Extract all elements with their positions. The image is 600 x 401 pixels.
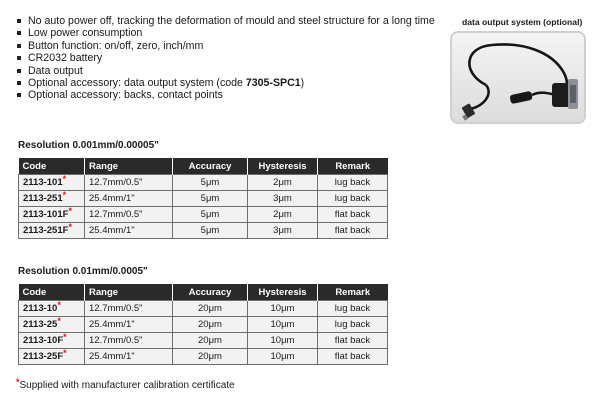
data-cable-photo <box>450 31 586 124</box>
star-mark: * <box>63 332 67 342</box>
accuracy-cell: 5μm <box>173 207 248 223</box>
col-header-accuracy: Accuracy <box>173 284 248 301</box>
spec-table-standard <box>18 284 388 365</box>
bullet-icon <box>17 56 21 60</box>
table-row <box>19 175 388 191</box>
remark-cell: flat back <box>318 333 388 349</box>
feature-item: Low power consumption <box>16 27 435 39</box>
feature-item: Optional accessory: data output system (code 7305-SPC1) <box>16 77 435 89</box>
col-header-range: Range <box>85 158 173 175</box>
table-row <box>19 301 388 317</box>
hysteresis-cell: 10μm <box>248 317 318 333</box>
accuracy-cell: 5μm <box>173 175 248 191</box>
col-header-code: Code <box>19 284 85 301</box>
feature-item: No auto power off, tracking the deformation of mould and steel structure for a long time <box>16 15 435 27</box>
range-cell: 12.7mm/0.5" <box>85 333 173 349</box>
hysteresis-cell: 10μm <box>248 301 318 317</box>
star-mark: * <box>68 206 72 216</box>
accuracy-cell: 20μm <box>173 333 248 349</box>
table-row <box>19 349 388 365</box>
range-cell: 25.4mm/1" <box>85 317 173 333</box>
spec-table-fine <box>18 158 388 239</box>
col-header-remark: Remark <box>318 284 388 301</box>
remark-cell: flat back <box>318 207 388 223</box>
col-header-hysteresis: Hysteresis <box>248 284 318 301</box>
feature-list <box>16 15 435 102</box>
col-header-code: Code <box>19 158 85 175</box>
data-cable-image <box>452 33 584 122</box>
section-title: Resolution 0.001mm/0.00005" <box>18 140 159 151</box>
star-mark: * <box>57 316 61 326</box>
hysteresis-cell: 3μm <box>248 223 318 239</box>
table-row <box>19 223 388 239</box>
code-cell: 2113-251* <box>19 191 85 207</box>
accuracy-cell: 20μm <box>173 349 248 365</box>
section-title: Resolution 0.01mm/0.0005" <box>18 266 148 277</box>
accessory-title: data output system (optional) <box>462 17 583 27</box>
code-cell: 2113-101F* <box>19 207 85 223</box>
table-row <box>19 191 388 207</box>
remark-cell: lug back <box>318 317 388 333</box>
table-row <box>19 207 388 223</box>
hysteresis-cell: 10μm <box>248 349 318 365</box>
range-cell: 25.4mm/1" <box>85 223 173 239</box>
table-row <box>19 317 388 333</box>
col-header-accuracy: Accuracy <box>173 158 248 175</box>
star-mark: * <box>57 300 61 310</box>
feature-item: Data output <box>16 65 435 77</box>
header-row <box>19 158 388 175</box>
accuracy-cell: 20μm <box>173 301 248 317</box>
code-cell: 2113-10F* <box>19 333 85 349</box>
star-mark: * <box>62 190 67 200</box>
remark-cell: lug back <box>318 191 388 207</box>
feature-item: CR2032 battery <box>16 52 435 64</box>
star-mark: * <box>63 348 67 358</box>
bullet-icon <box>17 81 21 85</box>
hysteresis-cell: 2μm <box>248 207 318 223</box>
accuracy-cell: 20μm <box>173 317 248 333</box>
footnote: *Supplied with manufacturer calibration certificate <box>16 377 235 391</box>
hysteresis-cell: 10μm <box>248 333 318 349</box>
code-cell: 2113-25F* <box>19 349 85 365</box>
hysteresis-cell: 3μm <box>248 191 318 207</box>
footnote-mark: * <box>16 377 20 387</box>
header-row <box>19 284 388 301</box>
range-cell: 25.4mm/1" <box>85 191 173 207</box>
range-cell: 25.4mm/1" <box>85 349 173 365</box>
table-row <box>19 333 388 349</box>
feature-item: Optional accessory: backs, contact points <box>16 89 435 101</box>
range-cell: 12.7mm/0.5" <box>85 207 173 223</box>
remark-cell: flat back <box>318 349 388 365</box>
code-cell: 2113-251F* <box>19 223 85 239</box>
col-header-hysteresis: Hysteresis <box>248 158 318 175</box>
code-cell: 2113-25* <box>19 317 85 333</box>
remark-cell: flat back <box>318 223 388 239</box>
bullet-icon <box>17 69 21 73</box>
bullet-icon <box>17 31 21 35</box>
accuracy-cell: 5μm <box>173 191 248 207</box>
bullet-icon <box>17 19 21 23</box>
range-cell: 12.7mm/0.5" <box>85 301 173 317</box>
accessory-code: 7305-SPC1 <box>245 77 301 90</box>
code-cell: 2113-101* <box>19 175 85 191</box>
range-cell: 12.7mm/0.5" <box>85 175 173 191</box>
remark-cell: lug back <box>318 301 388 317</box>
hysteresis-cell: 2μm <box>248 175 318 191</box>
feature-item: Button function: on/off, zero, inch/mm <box>16 40 435 52</box>
star-mark: * <box>68 222 72 232</box>
remark-cell: lug back <box>318 175 388 191</box>
col-header-range: Range <box>85 284 173 301</box>
bullet-icon <box>17 93 21 97</box>
code-cell: 2113-10* <box>19 301 85 317</box>
star-mark: * <box>62 174 67 184</box>
col-header-remark: Remark <box>318 158 388 175</box>
bullet-icon <box>17 44 21 48</box>
accuracy-cell: 5μm <box>173 223 248 239</box>
